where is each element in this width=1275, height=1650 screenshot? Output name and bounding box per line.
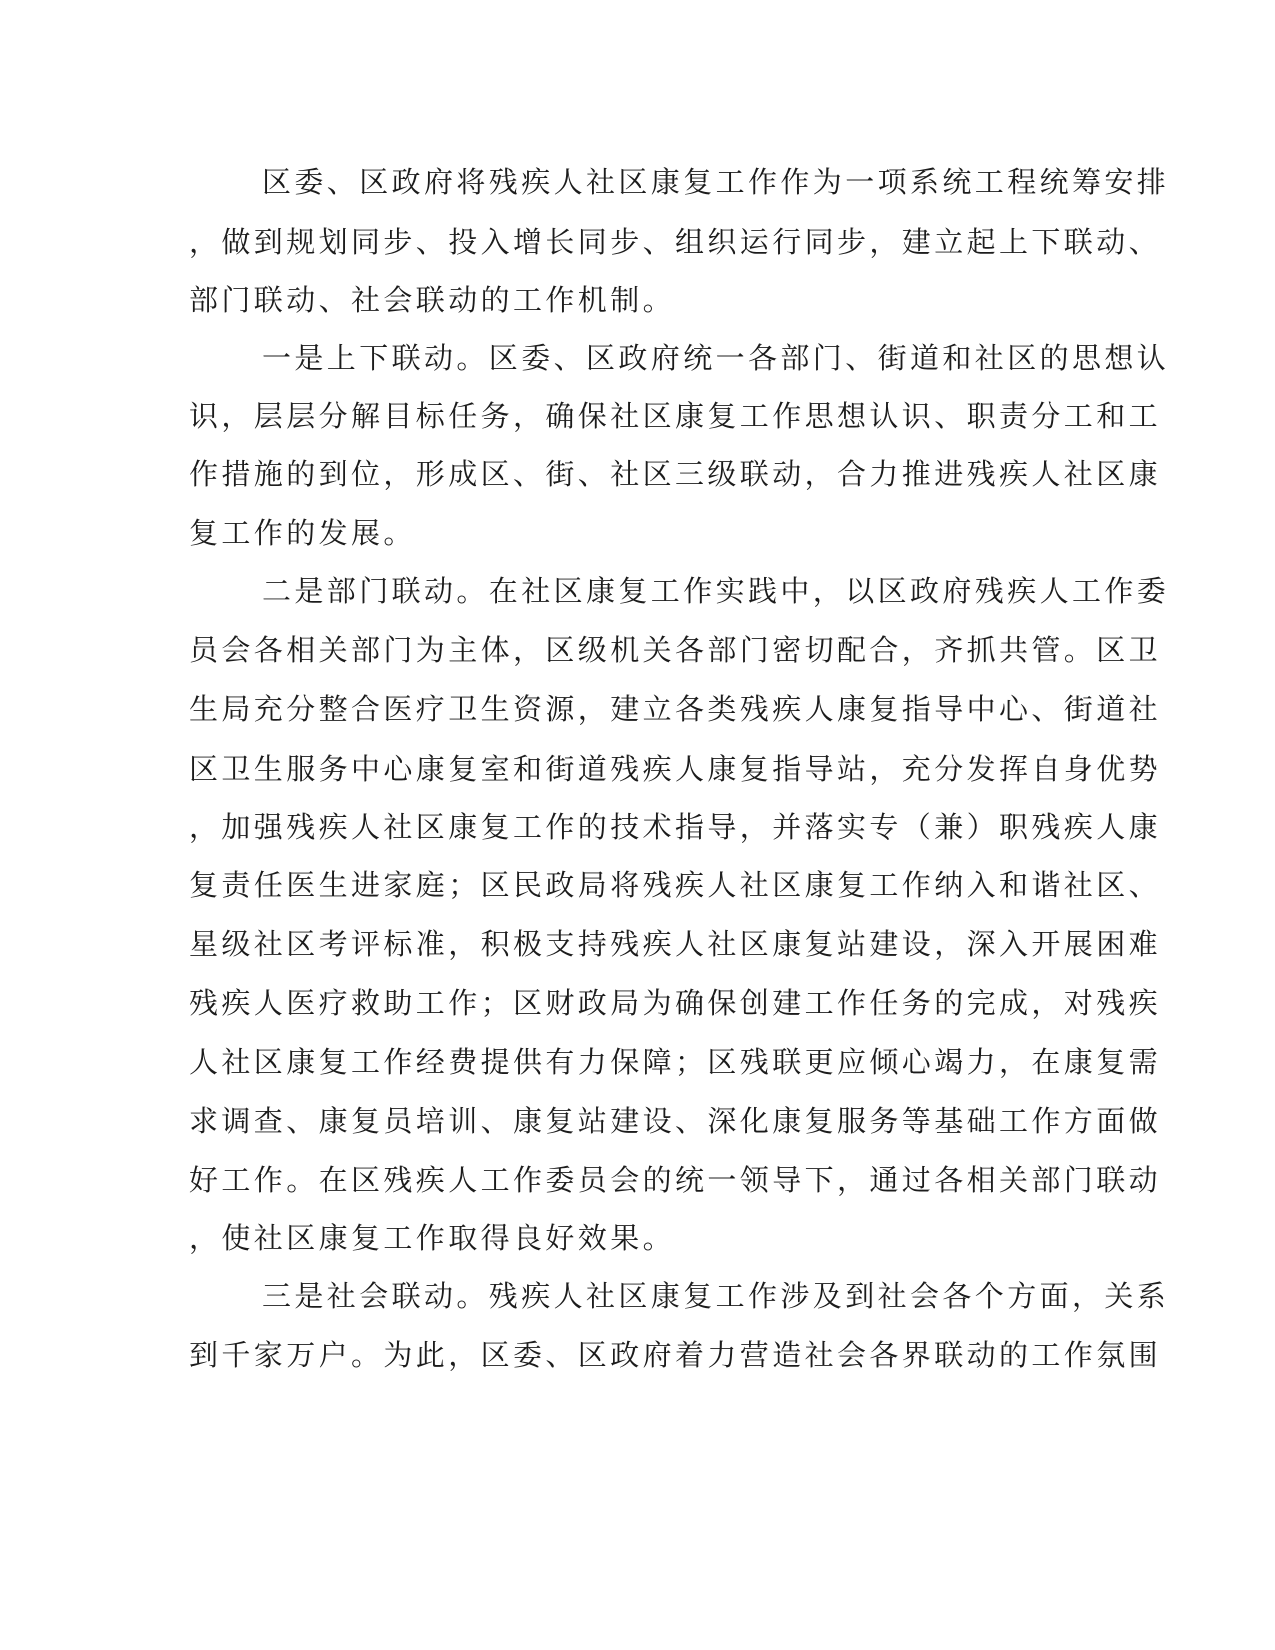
text-line: 复工作的发展。 [189, 516, 416, 550]
text-line: 区卫生服务中心康复室和街道残疾人康复指导站，充分发挥自身优势 [189, 752, 1162, 786]
text-line: 作措施的到位，形成区、街、社区三级联动，合力推进残疾人社区康 [189, 457, 1162, 491]
text-line: 识，层层分解目标任务，确保社区康复工作思想认识、职责分工和工 [189, 399, 1162, 433]
text-line: ，加强残疾人社区康复工作的技术指导，并落实专（兼）职残疾人康 [189, 810, 1162, 844]
text-line: ，使社区康复工作取得良好效果。 [189, 1221, 676, 1255]
text-line: 三是社会联动。残疾人社区康复工作涉及到社会各个方面，关系 [262, 1279, 1170, 1313]
text-line: 星级社区考评标准，积极支持残疾人社区康复站建设，深入开展困难 [189, 927, 1162, 961]
text-line: ，做到规划同步、投入增长同步、组织运行同步，建立起上下联动、 [189, 225, 1162, 259]
text-line: 人社区康复工作经费提供有力保障；区残联更应倾心竭力，在康复需 [189, 1045, 1162, 1079]
text-line: 到千家万户。为此，区委、区政府着力营造社会各界联动的工作氛围 [189, 1338, 1162, 1372]
text-line: 员会各相关部门为主体，区级机关各部门密切配合，齐抓共管。区卫 [189, 633, 1162, 667]
text-line: 区委、区政府将残疾人社区康复工作作为一项系统工程统筹安排 [262, 165, 1170, 199]
text-line: 一是上下联动。区委、区政府统一各部门、街道和社区的思想认 [262, 341, 1170, 375]
text-line: 好工作。在区残疾人工作委员会的统一领导下，通过各相关部门联动 [189, 1163, 1162, 1197]
text-line: 复责任医生进家庭；区民政局将残疾人社区康复工作纳入和谐社区、 [189, 868, 1162, 902]
text-line: 部门联动、社会联动的工作机制。 [189, 283, 676, 317]
text-line: 残疾人医疗救助工作；区财政局为确保创建工作任务的完成，对残疾 [189, 986, 1162, 1020]
text-line: 生局充分整合医疗卫生资源，建立各类残疾人康复指导中心、街道社 [189, 692, 1162, 726]
text-line: 二是部门联动。在社区康复工作实践中，以区政府残疾人工作委 [262, 574, 1170, 608]
text-line: 求调查、康复员培训、康复站建设、深化康复服务等基础工作方面做 [189, 1104, 1162, 1138]
